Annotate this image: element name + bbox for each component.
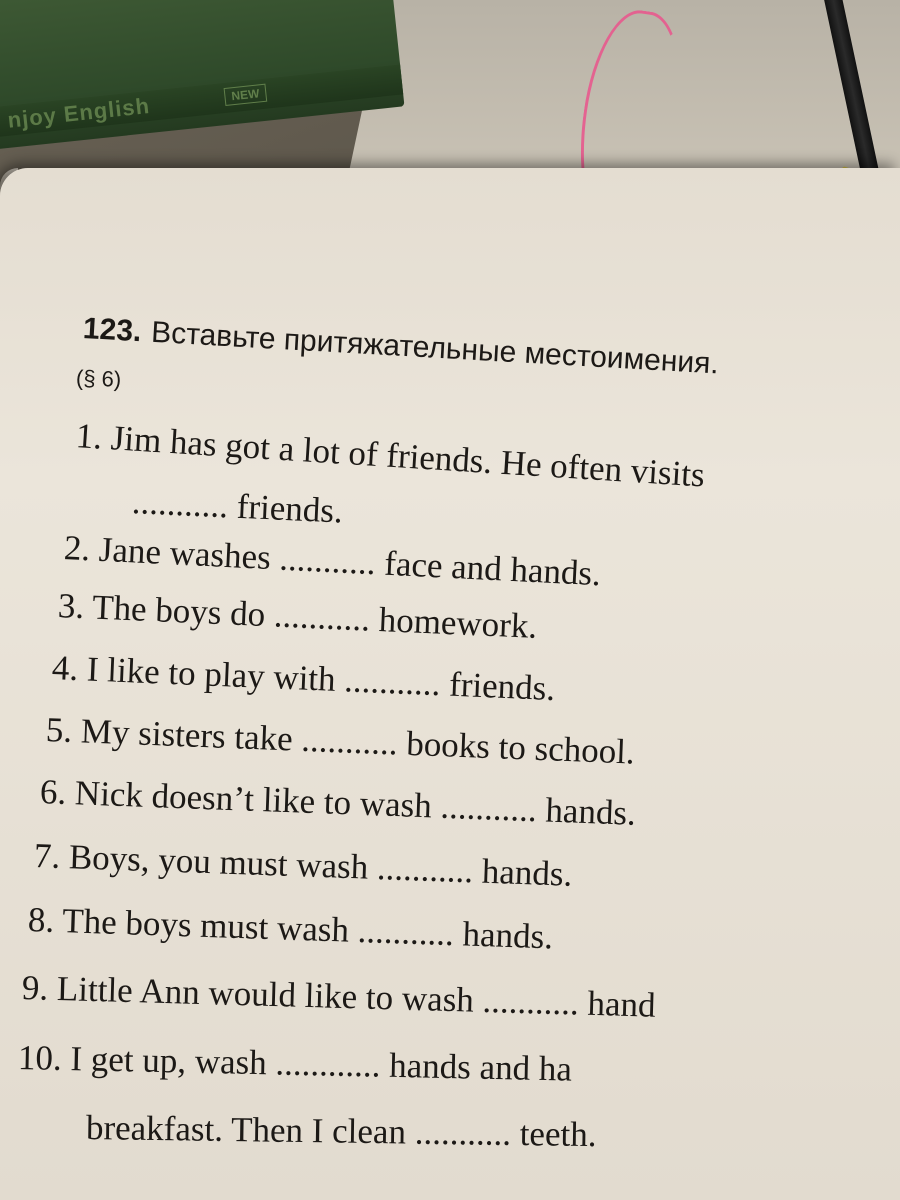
item-text: The boys must wash ........... hands. — [61, 901, 554, 957]
item-number: 3. — [57, 586, 86, 627]
item-number: 2. — [63, 528, 92, 569]
item-number: 5. — [45, 710, 73, 750]
item-text: Little Ann would like to wash ........... hand — [56, 968, 657, 1025]
item-text: I like to play with ........... friends. — [86, 649, 556, 709]
exercise-line — [45, 712, 635, 770]
item-number: 10. — [17, 1038, 63, 1078]
book-badge: NEW — [224, 84, 268, 106]
exercise-line — [27, 900, 554, 957]
item-text: Boys, you must wash ........... hands. — [68, 837, 573, 894]
exercise-line — [18, 1040, 573, 1087]
exercise-number: 123. — [82, 312, 143, 349]
exercise-line — [39, 774, 636, 831]
exercise-line — [63, 528, 602, 594]
item-text: Jim has got a lot of friends. He often visits — [109, 418, 706, 495]
item-number: 9. — [21, 968, 49, 1008]
exercise-line — [74, 416, 706, 495]
item-text: Nick doesn’t like to wash ........... hands. — [74, 773, 637, 833]
item-text: Jane washes ........... face and hands. — [98, 529, 602, 594]
item-number: 6. — [39, 772, 67, 812]
item-number: 4. — [51, 648, 80, 689]
exercise-line — [85, 1108, 597, 1155]
item-text: breakfast. Then I clean ........... teeth. — [85, 1108, 597, 1155]
item-number: 1. — [74, 416, 104, 457]
exercise-line — [22, 970, 657, 1023]
item-number: 7. — [33, 836, 61, 876]
item-number: 8. — [27, 900, 55, 940]
exercise-line — [131, 484, 343, 529]
exercise-heading — [82, 312, 720, 381]
book-title: njoy English — [6, 92, 152, 133]
exercise-instruction: Вставьте притяжательные местоимения. — [150, 315, 720, 381]
item-text: My sisters take ........... books to school. — [80, 711, 636, 772]
exercise-line — [57, 588, 538, 644]
item-text: I get up, wash ............ hands and ha — [70, 1039, 573, 1089]
exercise-line — [33, 838, 573, 892]
item-text: ........... friends. — [131, 482, 344, 531]
section-reference: (§ 6) — [75, 365, 122, 392]
exercise-line — [51, 648, 556, 709]
item-text: The boys do ........... homework. — [91, 587, 539, 646]
